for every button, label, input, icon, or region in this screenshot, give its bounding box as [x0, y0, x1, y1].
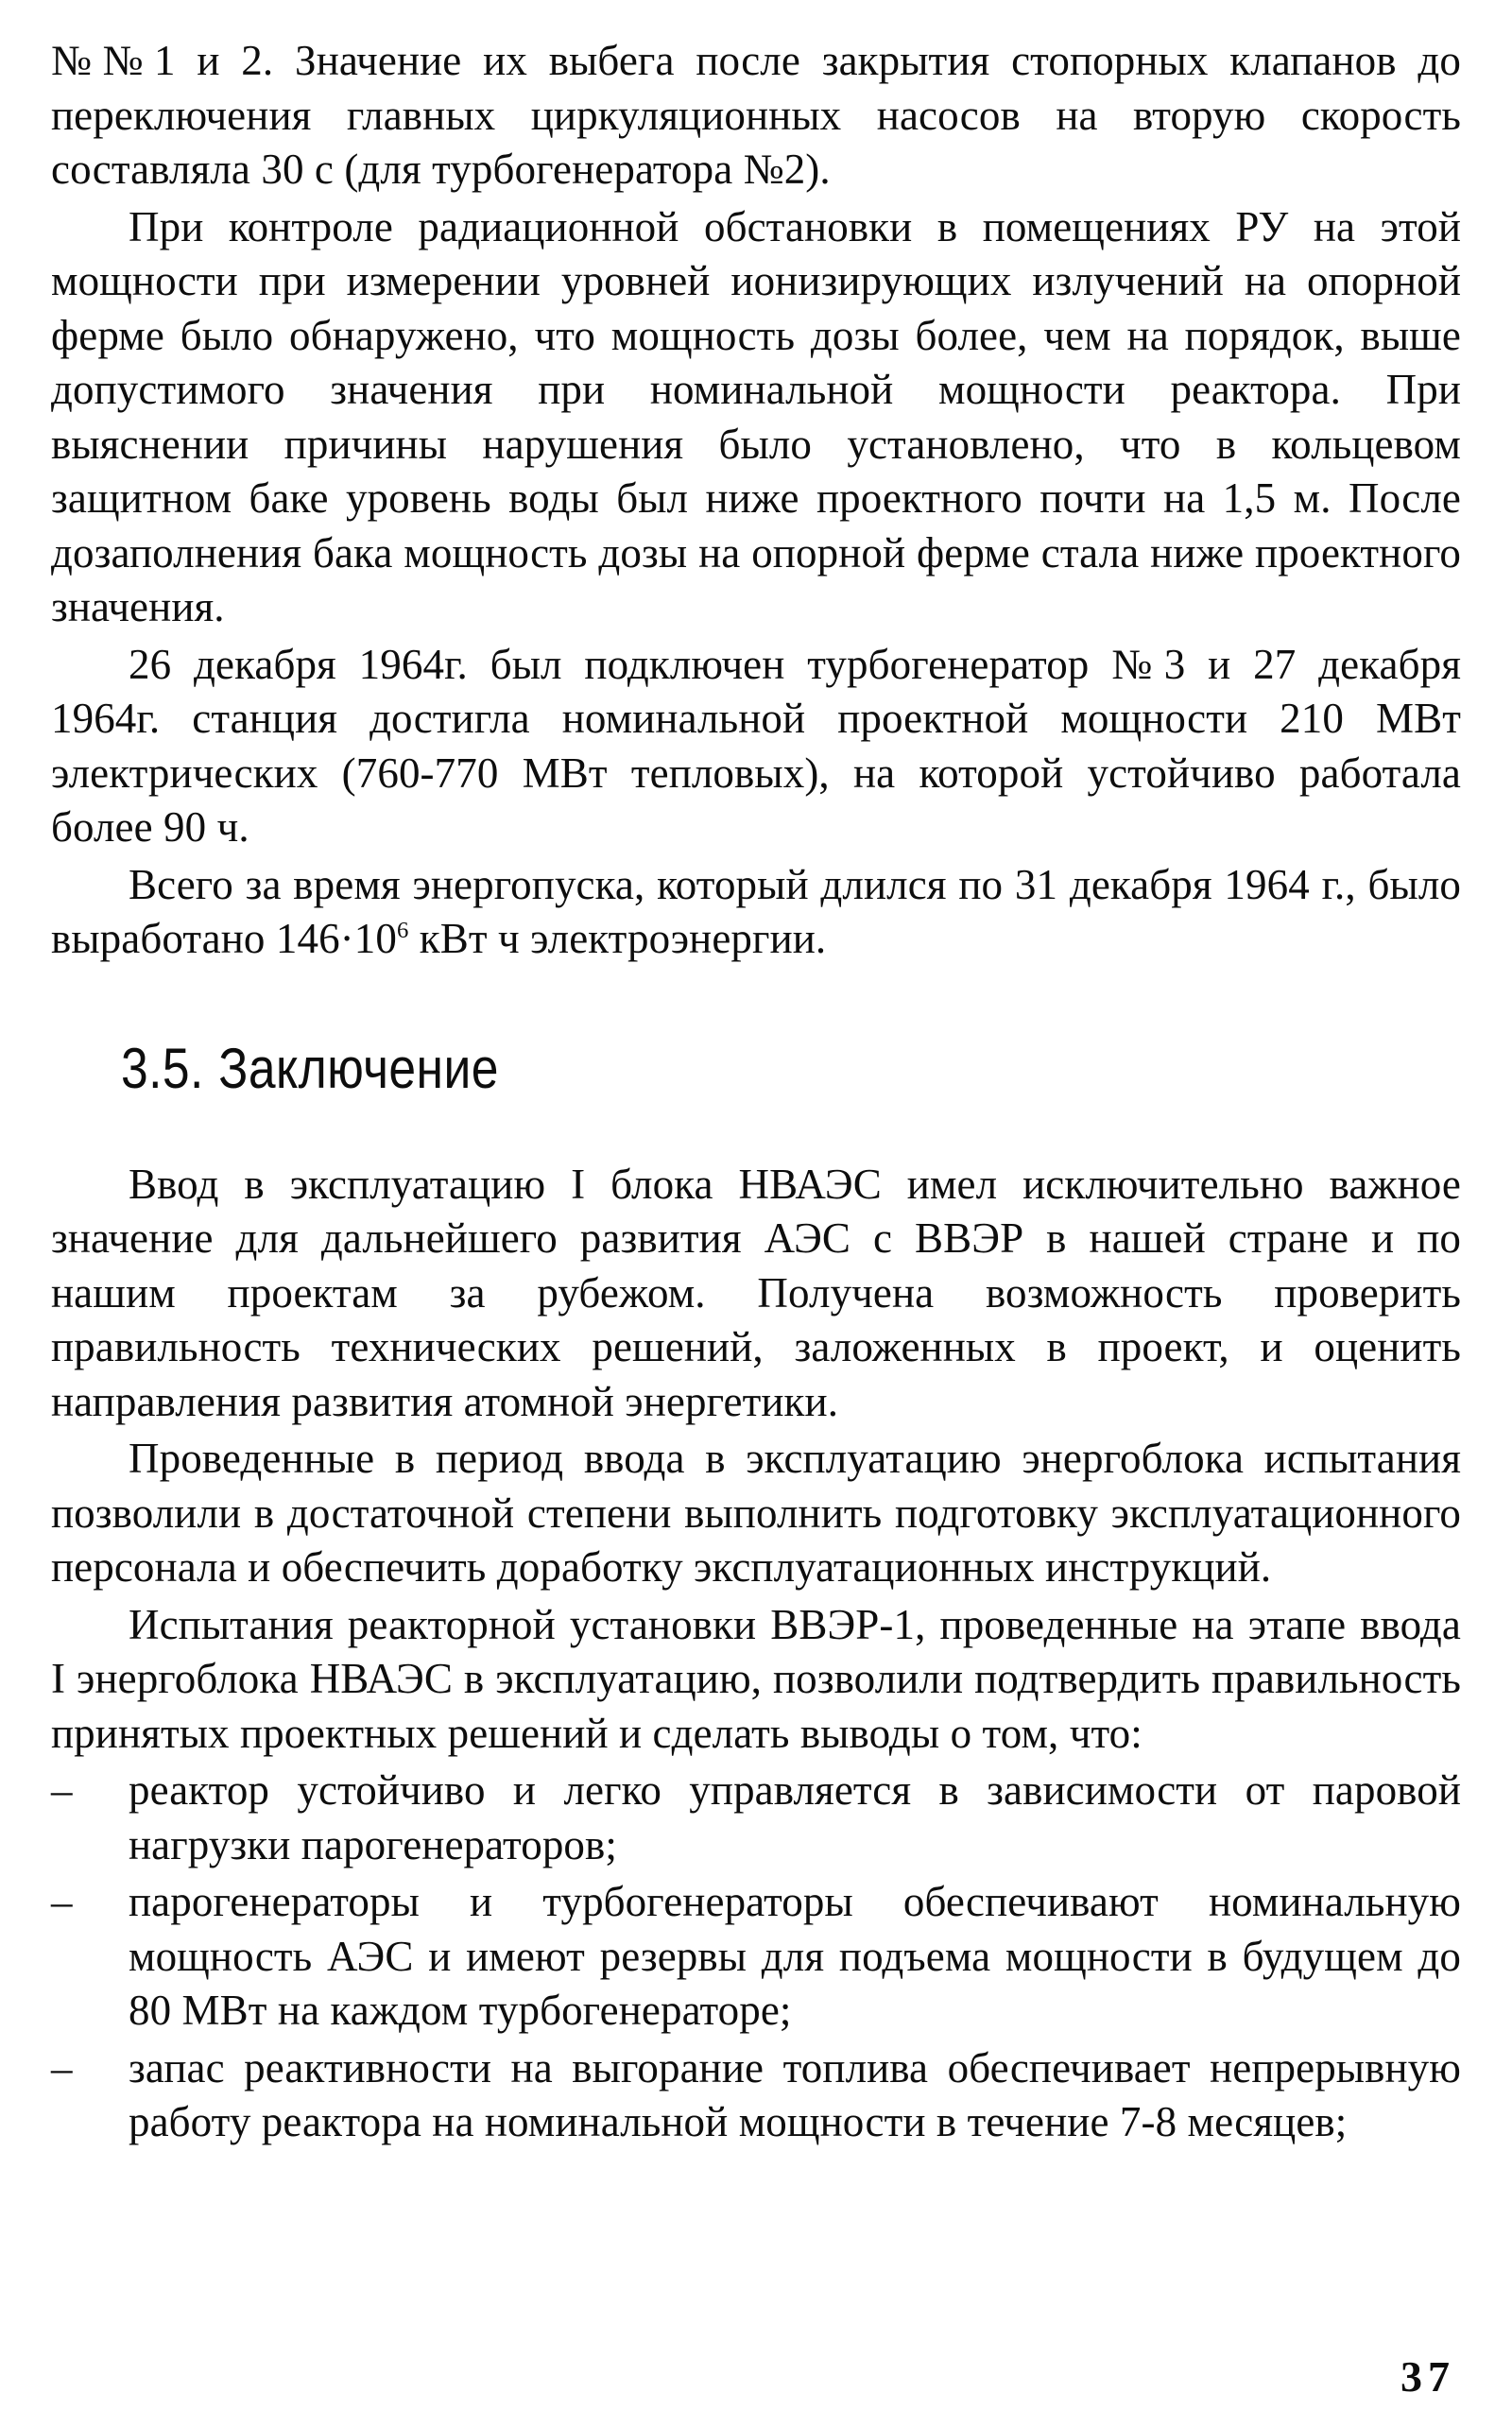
paragraph-reactor-tests: Испытания реакторной установки ВВЭР-1, проведенные на этапе ввода I энергоблока НВАЭС в эксплуатацию, позволили подтвердить правильность принятых проектных решений и сделать выводы о том, что:	[51, 1600, 1461, 1757]
paragraph-personnel-training: Проведенные в период ввода в эксплуатацию энергоблока испытания позволили в достаточной степени выполнить подготовку эксплуатационного персонала и обеспечить доработку эксплуатационных инструкций.	[51, 1435, 1461, 1591]
list-item-text: реактор устойчиво и легко управляется в зависимости от паровой нагрузки парогенераторов;	[129, 1766, 1461, 1868]
section-title: Заключение	[218, 1036, 499, 1100]
list-item	[51, 2041, 1461, 2150]
list-dash: –	[51, 1766, 73, 1814]
conclusion-text	[51, 1158, 1461, 2150]
paragraph-commissioning: Ввод в эксплуатацию I блока НВАЭС имел исключительно важное значение для дальнейшего развития АЭС с ВВЭР в нашей стране и по нашим проектам за рубежом. Получена возможность проверить правильность технических решений, заложенных в проект, и оценить направления развития атомной энергетики.	[51, 1160, 1461, 1425]
body-text	[51, 34, 1461, 967]
paragraph-radiation-control: При контроле радиационной обстановки в помещениях РУ на этой мощности при измерении уровней ионизирующих излучений на опорной ферме было обнаружено, что мощность дозы более, чем на порядок, выше допустимого значения при номинальной мощности реактора. При выяснении причины нарушения было установлено, что в кольцевом защитном баке уровень воды был ниже проектного почти на 1,5 м. После дозаполнения бака мощность дозы на опорной ферме стала ниже проектного значения.	[51, 202, 1461, 630]
energy-text-after: кВт ч электроэнергии.	[408, 915, 827, 962]
list-dash: –	[51, 1878, 73, 1925]
list-item	[51, 1764, 1461, 1872]
conclusions-list	[51, 1764, 1461, 2150]
energy-text-before: Всего за время энергопуска, который длился по 31 декабря 1964 г., было выработано 146·10	[51, 860, 1461, 962]
paragraph-energy-output	[51, 858, 1461, 967]
list-item-text: парогенераторы и турбогенераторы обеспечивают номинальную мощность АЭС и имеют резервы для подъема мощности в будущем до 80 МВт на каждом турбогенераторе;	[129, 1878, 1461, 2034]
book-page	[51, 34, 1461, 2401]
list-item-text: запас реактивности на выгорание топлива обеспечивает непрерывную работу реактора на номинальной мощности в течение 7-8 месяцев;	[129, 2043, 1461, 2145]
section-heading	[121, 1035, 1273, 1103]
page-number: 37	[1400, 2352, 1455, 2401]
section-number: 3.5.	[121, 1036, 204, 1100]
paragraph-nominal-power: 26 декабря 1964г. был подключен турбогенератор №3 и 27 декабря 1964г. станция достигла номинальной проектной мощности 210 МВт электрических (760-770 МВт тепловых), на которой устойчиво работала более 90 ч.	[51, 640, 1461, 851]
list-item	[51, 1875, 1461, 2039]
paragraph-continuation: №№1 и 2. Значение их выбега после закрытия стопорных клапанов до переключения главных циркуляционных насосов на вторую скорость составляла 30 с (для турбогенератора №2).	[51, 37, 1461, 193]
list-dash: –	[51, 2043, 73, 2092]
energy-exponent: 6	[396, 918, 409, 943]
